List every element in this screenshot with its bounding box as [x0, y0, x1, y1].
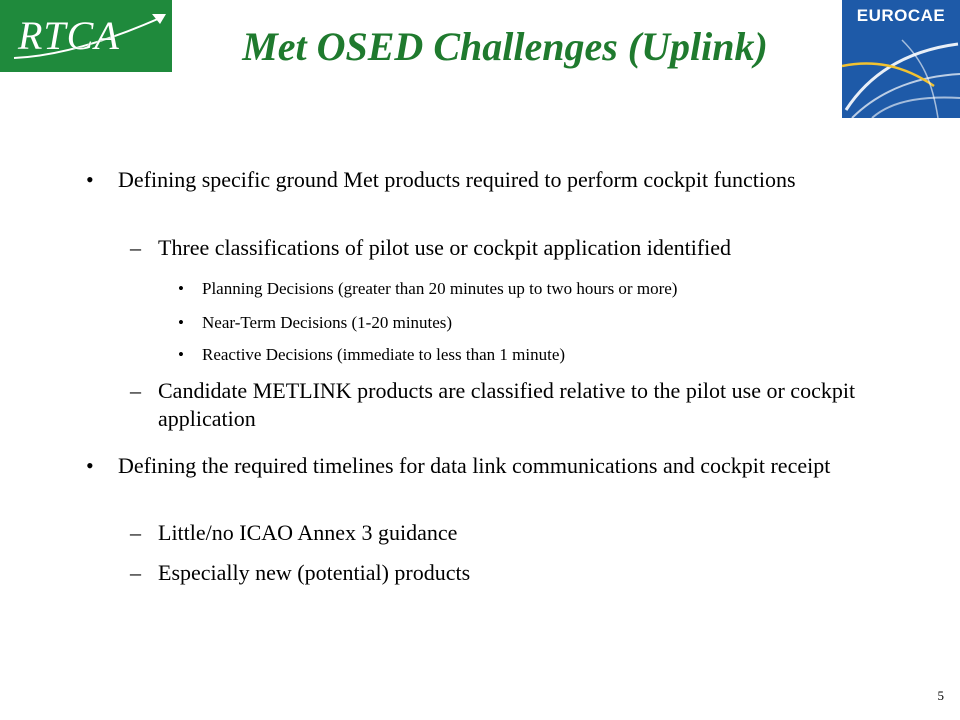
eurocae-logo: [842, 0, 960, 118]
bullet-item: [130, 519, 858, 547]
bullet-item: [130, 559, 858, 587]
bullet-item: [130, 234, 858, 262]
slide-title: Met OSED Challenges (Uplink): [242, 24, 768, 69]
bullet-text: Especially new (potential) products: [158, 560, 471, 585]
bullet-text: Near-Term Decisions (1-20 minutes): [202, 313, 453, 332]
rtca-logo: [0, 0, 172, 72]
bullet-text: Little/no ICAO Annex 3 guidance: [158, 520, 458, 545]
bullet-marker: •: [86, 167, 94, 192]
bullet-item: [178, 343, 892, 367]
bullet-marker: –: [130, 520, 141, 545]
bullet-marker: –: [130, 235, 141, 260]
rtca-logo-text: RTCA: [18, 13, 120, 58]
bullet-marker: •: [178, 313, 184, 332]
bullet-marker: –: [130, 560, 141, 585]
bullet-text: Planning Decisions (greater than 20 minutes up to two hours or more): [202, 279, 678, 298]
bullet-item: [86, 166, 858, 194]
bullet-marker: •: [178, 279, 184, 298]
eurocae-logo-text: EUROCAE: [856, 6, 946, 25]
bullet-marker: •: [86, 453, 94, 478]
bullet-text: Defining the required timelines for data link communications and cockpit receipt: [118, 453, 831, 478]
bullet-text: Defining specific ground Met products required to perform cockpit functions: [118, 167, 796, 192]
bullet-text: Three classifications of pilot use or cockpit application identified: [158, 235, 732, 260]
bullet-marker: –: [130, 378, 141, 403]
bullet-item: [178, 277, 892, 301]
bullet-item: [130, 377, 858, 433]
bullet-text: Candidate METLINK products are classified relative to the pilot use or cockpit application: [158, 378, 856, 431]
page-number: 5: [937, 688, 944, 703]
bullet-text: Reactive Decisions (immediate to less than 1 minute): [202, 345, 566, 364]
bullet-item: [178, 311, 892, 335]
bullet-marker: •: [178, 345, 184, 364]
bullet-item: [86, 452, 858, 480]
